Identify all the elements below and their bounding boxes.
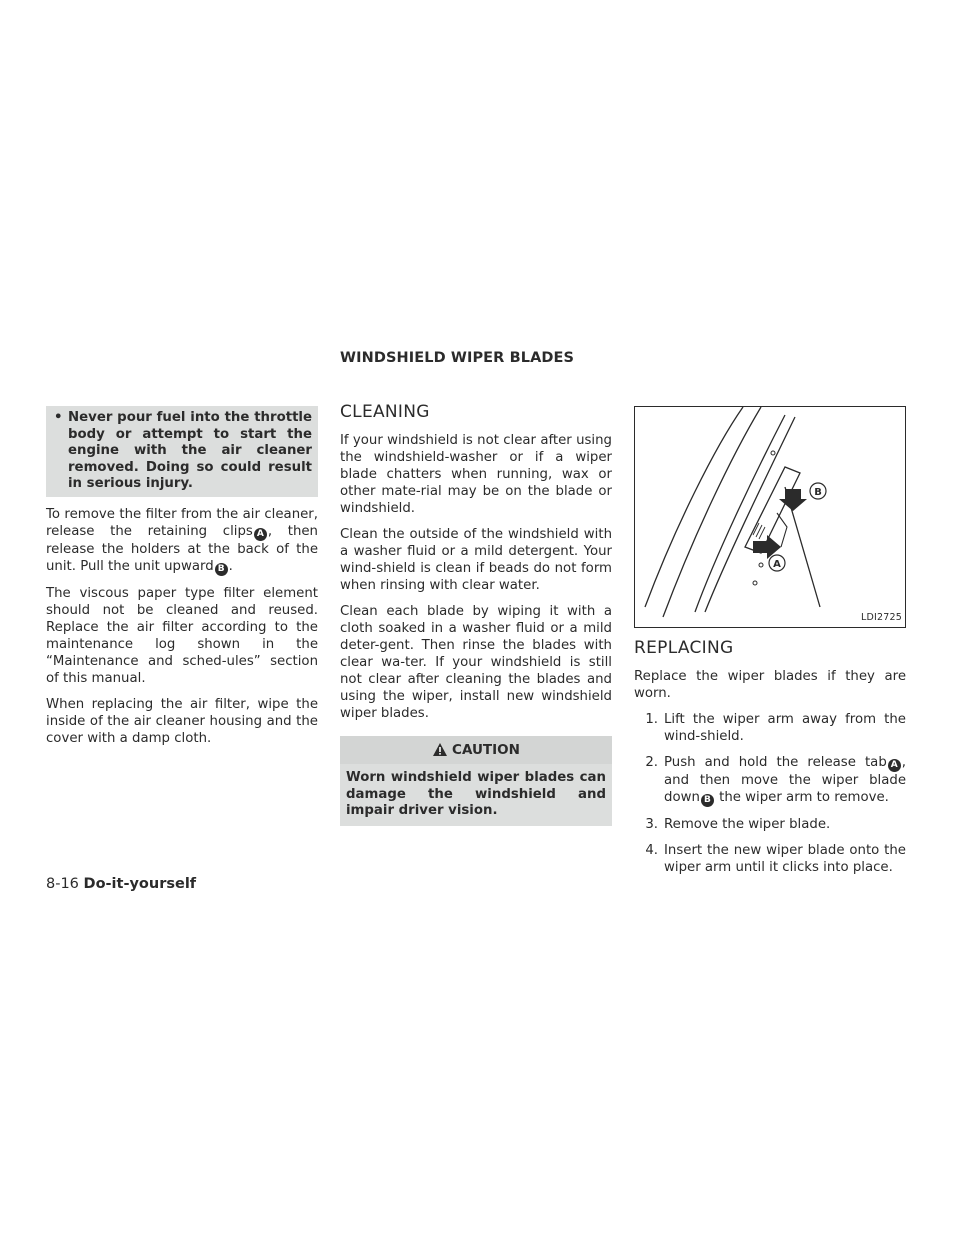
step-item: 2. Push and hold the release tab A , and then move the wiper blade down B the wiper arm to remove. (645, 755, 906, 805)
figure-label-b: B (814, 487, 822, 498)
warning-bullet-box (46, 406, 318, 497)
callout-b-icon: B (701, 794, 714, 807)
figure-id: LDI2725 (861, 612, 902, 623)
column-left (46, 406, 318, 756)
paragraph-cleaning-2: Clean the outside of the windshield with a washer fluid or a mild detergent. Your wind-shield is clean if beads do not form when rinsing with clear water. (340, 527, 612, 593)
figure-label-a: A (773, 559, 781, 570)
replacing-steps (634, 711, 906, 876)
paragraph-cleaning-1: If your windshield is not clear after using the windshield-washer or if a wiper blade chatters when running, wax or other mate-rial may be on the blade or windshield. (340, 433, 612, 516)
warning-triangle-icon (432, 742, 448, 757)
wiper-blade-illustration (635, 407, 905, 627)
column-right (634, 406, 906, 885)
paragraph-cleaning-3: Clean each blade by wiping it with a cloth soaked in a washer fluid or a mild deter-gent. Then rinse the blades with clear wa-ter. If your windshield is still not clear after cleaning the blades and using the wiper, install new windshield wiper blades. (340, 604, 612, 721)
step-item: 1. Lift the wiper arm away from the wind-shield. (645, 712, 906, 744)
paragraph-replacing-intro: Replace the wiper blades if they are worn. (634, 669, 906, 701)
paragraph-filter-element: The viscous paper type filter element should not be cleaned and reused. Replace the air filter according to the maintenance log shown in the “Maintenance and sched-ules” section of this manual. (46, 585, 318, 686)
paragraph-wipe-housing: When replacing the air filter, wipe the inside of the air cleaner housing and the cover with a damp cloth. (46, 696, 318, 746)
step-item: 4. Insert the new wiper blade onto the wiper arm until it clicks into place. (645, 843, 906, 875)
paragraph-remove-filter: To remove the filter from the air cleaner, release the retaining clips A , then release the holders at the back of the unit. Pull the unit upward B . (46, 506, 318, 574)
step-item: 3. Remove the wiper blade. (645, 817, 831, 832)
callout-a-icon: A (888, 759, 901, 772)
warning-bullet-text: Never pour fuel into the throttle body or attempt to start the engine with the air cleaner removed. Doing so could result in serious injury. (68, 410, 312, 491)
page-number: 8-16 (46, 876, 79, 892)
caution-header (340, 736, 612, 764)
caution-text: Worn windshield wiper blades can damage the windshield and impair driver vision. (346, 770, 606, 818)
column-middle (340, 402, 612, 826)
callout-a-icon: A (254, 528, 267, 541)
chapter-name: Do-it-yourself (83, 876, 197, 892)
page-footer (46, 876, 196, 893)
section-title: WINDSHIELD WIPER BLADES (340, 350, 575, 366)
bullet-dot: • (54, 410, 63, 425)
caution-box (340, 736, 612, 826)
wiper-blade-figure (634, 406, 906, 628)
replacing-heading: REPLACING (634, 638, 734, 658)
cleaning-heading: CLEANING (340, 402, 430, 422)
callout-b-icon: B (215, 563, 228, 576)
caution-title: CAUTION (452, 742, 520, 758)
